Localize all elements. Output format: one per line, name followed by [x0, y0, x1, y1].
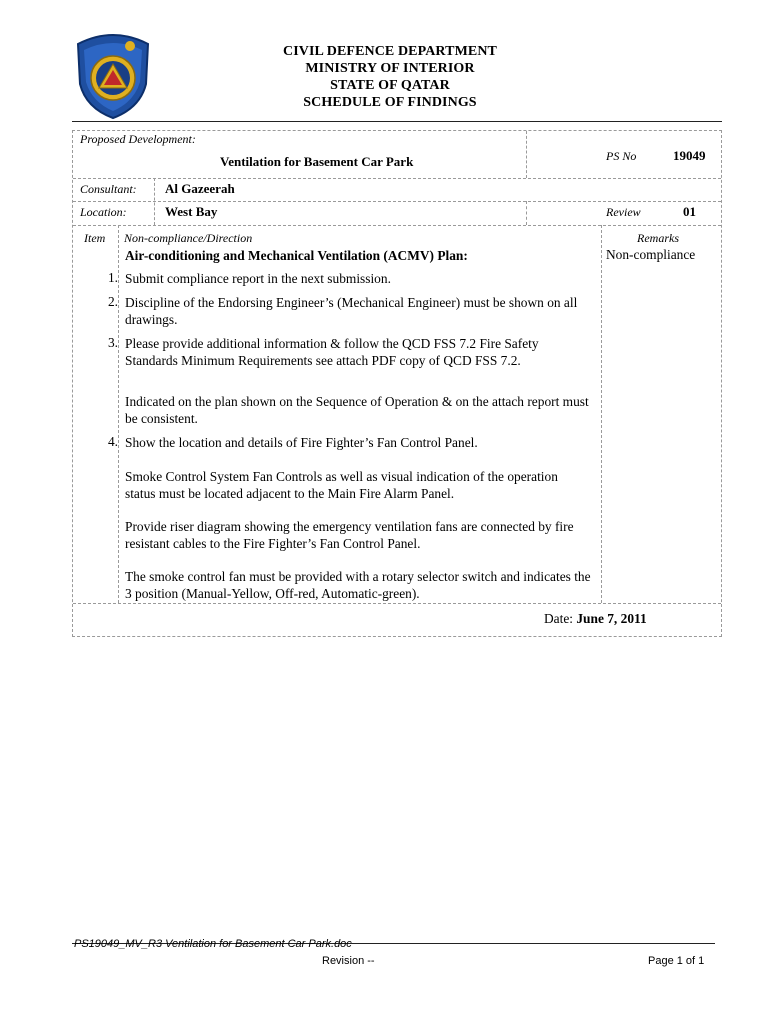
item-text: Discipline of the Endorsing Engineer’s (Mechanical Engineer) must be shown on all drawings. [125, 295, 578, 327]
header-line-3: STATE OF QATAR [330, 78, 450, 93]
header-line-2: MINISTRY OF INTERIOR [305, 61, 475, 76]
item-number: 4. [107, 434, 118, 449]
item-number: 3. [107, 335, 118, 350]
item-text: The smoke control fan must be provided with a rotary selector switch and indicates the 3 position (Manual-Yellow, Off-red, Automatic-green). [125, 569, 591, 601]
divider [73, 603, 721, 604]
date-label: Date: [544, 611, 573, 626]
consultant-label: Consultant: [80, 182, 137, 196]
item-text: Indicated on the plan shown on the Sequence of Operation & on the attach report must be consistent. [125, 394, 589, 426]
item-text: Show the location and details of Fire Fighter’s Fan Control Panel. [125, 435, 478, 450]
divider [601, 225, 602, 603]
column-header-remarks: Remarks [637, 231, 679, 245]
review-label: Review [606, 205, 641, 219]
footer-filename: PS19049_MV_R3 Ventilation for Basement Car Park.doc [74, 938, 352, 950]
date-row [544, 610, 647, 627]
consultant-value: Al Gazeerah [165, 181, 235, 196]
item-text: Please provide additional information & follow the QCD FSS 7.2 Fire Safety Standards Minimum Requirements see attach PDF copy of QCD FSS 7.2. [125, 336, 539, 368]
civil-defence-logo [74, 32, 152, 120]
divider [118, 225, 119, 603]
column-header-noncompliance: Non-compliance/Direction [124, 231, 253, 245]
proposed-development-value: Ventilation for Basement Car Park [220, 154, 414, 169]
header-title-block [180, 43, 600, 111]
column-header-item: Item [84, 231, 106, 245]
footer-revision: Revision -- [322, 955, 375, 967]
ps-no-label: PS No [606, 149, 637, 163]
remark-value: Non-compliance [606, 247, 696, 262]
divider [73, 225, 721, 226]
header-line-1: CIVIL DEFENCE DEPARTMENT [282, 44, 497, 59]
date-value: June 7, 2011 [576, 611, 647, 626]
header-rule [72, 121, 722, 122]
ps-no-value: 19049 [673, 148, 706, 163]
item-number: 2. [107, 294, 118, 309]
item-number: 1. [107, 270, 118, 285]
divider [526, 201, 527, 225]
item-text: Submit compliance report in the next submission. [125, 271, 391, 286]
proposed-development-label: Proposed Development: [80, 132, 196, 146]
location-value: West Bay [165, 204, 218, 219]
review-value: 01 [683, 204, 696, 219]
header-line-4: SCHEDULE OF FINDINGS [303, 95, 477, 110]
item-text: Provide riser diagram showing the emergency ventilation fans are connected by fire resistant cables to the Fire Fighter’s Fan Control Panel. [125, 519, 574, 551]
location-label: Location: [80, 205, 127, 219]
divider [73, 201, 721, 202]
section-heading: Air-conditioning and Mechanical Ventilation (ACMV) Plan: [125, 248, 468, 263]
footer-page-number: Page 1 of 1 [648, 955, 705, 967]
divider [154, 178, 155, 225]
item-text: Smoke Control System Fan Controls as well as visual indication of the operation status must be located adjacent to the Main Fire Alarm Panel. [125, 469, 558, 501]
divider [73, 178, 721, 179]
divider [526, 131, 527, 178]
